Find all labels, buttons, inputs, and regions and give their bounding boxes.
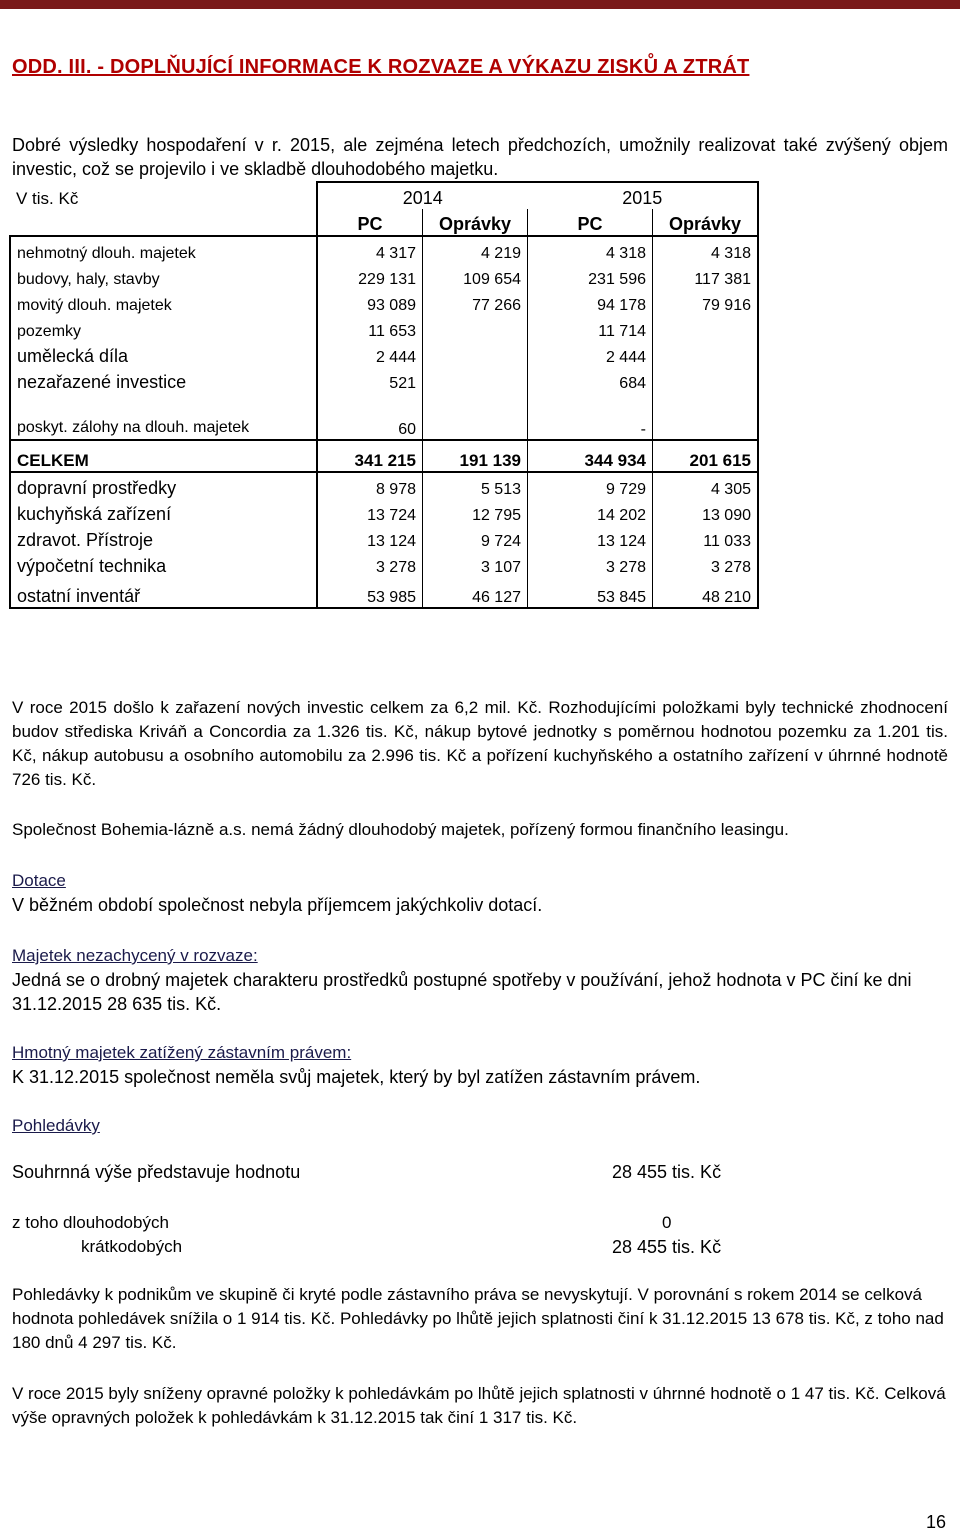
sub-pc-2015: PC bbox=[528, 209, 653, 236]
receivables-long-value: 0 bbox=[662, 1213, 672, 1232]
unit-label: V tis. Kč bbox=[16, 189, 79, 208]
receivables-paragraph-1: Pohledávky k podnikům ve skupině či kryté podle zástavního práva se nevyskytují. V porovnání s rokem 2014 se celková hodnota pohledávek snížila o 1 914 tis. Kč. Pohledávky po lhůtě jejich splatnosti činí k 31.12.2015 13 678 tis. Kč, z toho nad 180 dnů 4 297 tis. Kč. bbox=[12, 1285, 944, 1352]
receivables-total-value: 28 455 tis. Kč bbox=[612, 1162, 722, 1182]
table-row: ostatní inventář 53 985 46 127 53 845 48 210 bbox=[10, 577, 758, 608]
sub-opr-2015: Oprávky bbox=[653, 209, 759, 236]
unrecorded-assets-title: Majetek nezachycený v rozvaze: bbox=[12, 946, 258, 965]
table-row: nehmotný dlouh. majetek 4 317 4 219 4 318 4 318 bbox=[10, 236, 758, 263]
table-row: poskyt. zálohy na dlouh. majetek 60 - bbox=[10, 393, 758, 440]
table-row: nezařazené investice 521 684 bbox=[10, 367, 758, 393]
top-rule bbox=[0, 0, 960, 9]
table-row: zdravot. Přístroje 13 124 9 724 13 124 11 033 bbox=[10, 525, 758, 551]
unrecorded-assets-text: Jedná se o drobný majetek charakteru prostředků postupné spotřeby v používání, jehož hodnota v PC činí ke dni 31.12.2015 28 635 tis. Kč. bbox=[12, 970, 912, 1014]
asset-rows bbox=[10, 236, 758, 608]
receivables-title: Pohledávky bbox=[12, 1116, 100, 1135]
pledged-assets-text: K 31.12.2015 společnost neměla svůj majetek, který by byl zatížen zástavním právem. bbox=[12, 1067, 701, 1087]
intro-paragraph: Dobré výsledky hospodaření v r. 2015, ale zejména letech předchozích, umožnily realizovat také zvýšený objem investic, což se projevilo i ve skladbě dlouhodobého majetku. bbox=[12, 135, 948, 179]
table-row: výpočetní technika 3 278 3 107 3 278 3 278 bbox=[10, 551, 758, 577]
sub-opr-2014: Oprávky bbox=[423, 209, 528, 236]
receivables-short-value: 28 455 tis. Kč bbox=[612, 1237, 722, 1257]
assets-table bbox=[9, 181, 759, 609]
page-number: 16 bbox=[925, 1512, 946, 1532]
section-heading: ODD. III. - DOPLŇUJÍCÍ INFORMACE K ROZVAZE A VÝKAZU ZISKŮ A ZTRÁT bbox=[12, 56, 750, 78]
table-row: pozemky 11 653 11 714 bbox=[10, 315, 758, 341]
sub-pc-2014: PC bbox=[317, 209, 423, 236]
receivables-total-label: Souhrnná výše představuje hodnotu bbox=[12, 1162, 301, 1182]
receivables-short-label: krátkodobých bbox=[81, 1237, 183, 1256]
year-2014: 2014 bbox=[317, 182, 528, 209]
total-row: CELKEM 341 215 191 139 344 934 201 615 bbox=[10, 440, 758, 472]
table-row: kuchyňská zařízení 13 724 12 795 14 202 13 090 bbox=[10, 499, 758, 525]
receivables-long-label: z toho dlouhodobých bbox=[12, 1213, 169, 1232]
table-row: budovy, haly, stavby 229 131 109 654 231 596 117 381 bbox=[10, 263, 758, 289]
pledged-assets-title: Hmotný majetek zatížený zástavním právem: bbox=[12, 1043, 352, 1062]
dotace-text: V běžném období společnost nebyla příjemcem jakýchkoliv dotací. bbox=[12, 895, 543, 915]
table-row: movitý dlouh. majetek 93 089 77 266 94 178 79 916 bbox=[10, 289, 758, 315]
receivables-paragraph-2: V roce 2015 byly sníženy opravné položky k pohledávkám po lhůtě jejich splatnosti v úhrnné hodnotě o 1 47 tis. Kč. Celková výše opravných položek k pohledávkám k 31.12.2015 tak činí 1 317 tis. Kč. bbox=[12, 1384, 946, 1427]
year-2015: 2015 bbox=[528, 182, 759, 209]
table-row: dopravní prostředky 8 978 5 513 9 729 4 305 bbox=[10, 472, 758, 499]
investment-paragraph: V roce 2015 došlo k zařazení nových investic celkem za 6,2 mil. Kč. Rozhodujícími položkami byly technické zhodnocení budov střediska Kriváň a Concordia za 1.326 tis. Kč, nákup bytové jednotky s poměrnou hodnotou pozemku za 1.201 tis. Kč, nákup autobusu a osobního automobilu za 2.996 tis. Kč a pořízení kuchyňského a ostatního zařízení v úhrnné hodnotě 726 tis. Kč. bbox=[12, 698, 948, 789]
leasing-paragraph: Společnost Bohemia-lázně a.s. nemá žádný dlouhodobý majetek, pořízený formou finančního leasingu. bbox=[12, 820, 789, 839]
table-row: umělecká díla 2 444 2 444 bbox=[10, 341, 758, 367]
dotace-title: Dotace bbox=[12, 871, 66, 890]
